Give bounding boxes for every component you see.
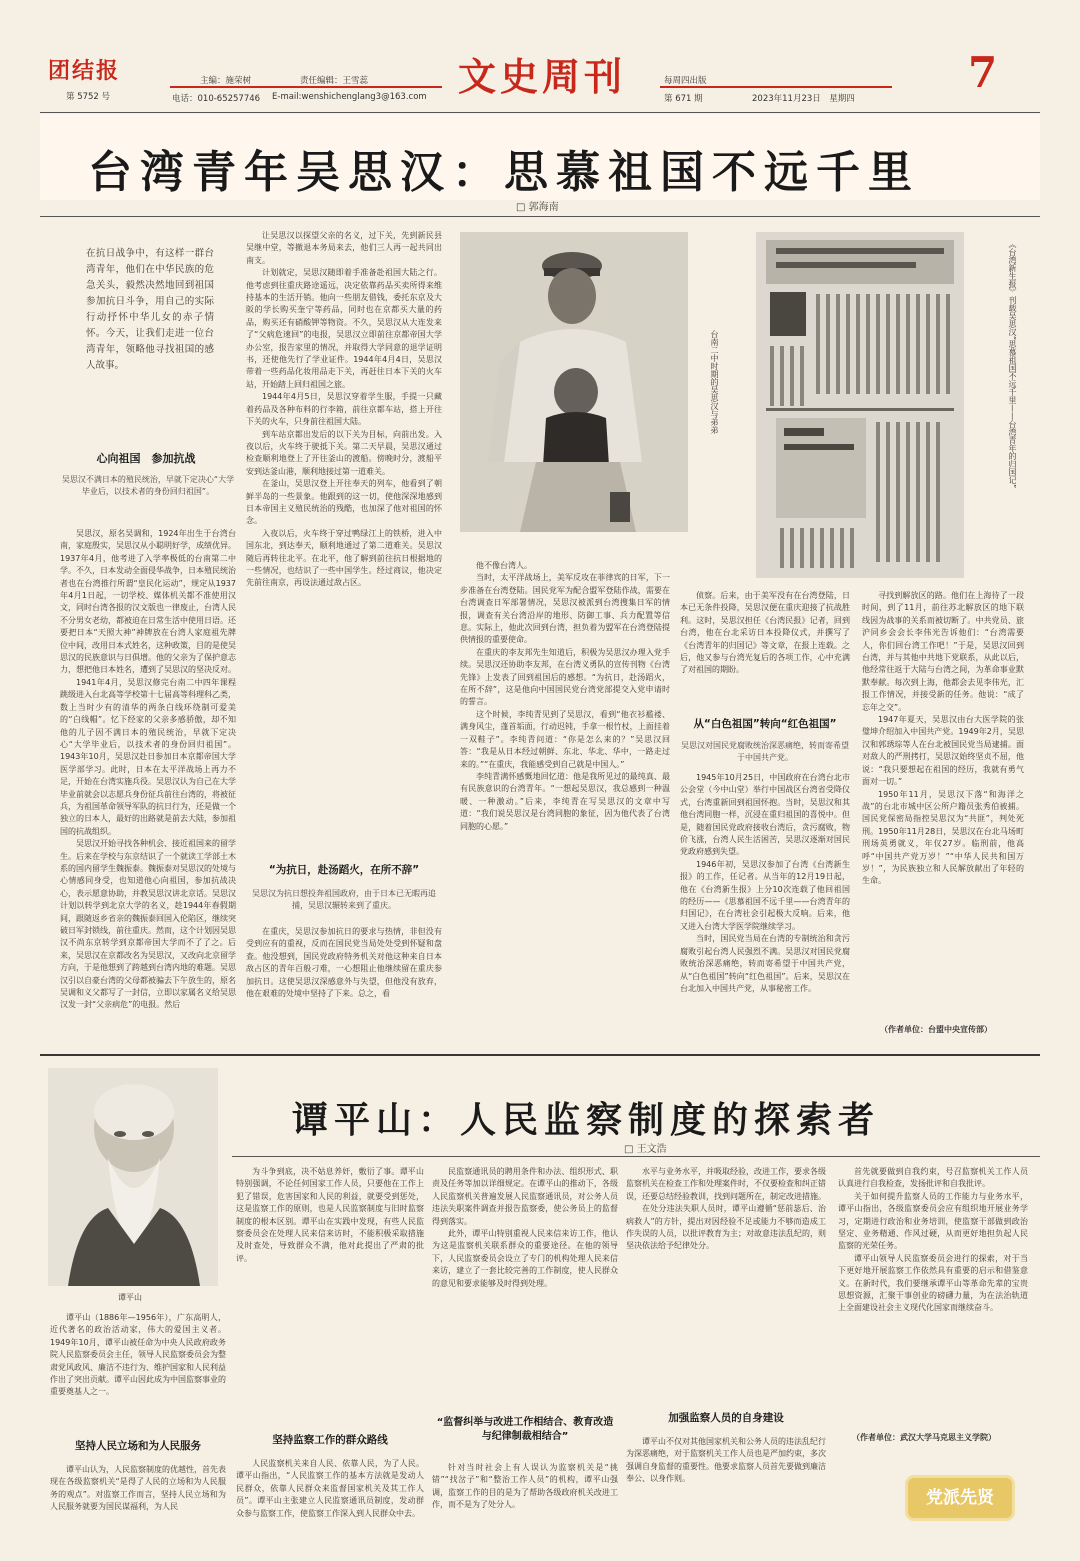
photo-newspaper-clipping-art [756,232,964,578]
article1-column4 [680,590,850,706]
page-number: 7 [968,48,998,97]
article2-section1-title: 坚持人民立场和为人民服务 [75,1440,201,1452]
paragraph: 水平与业务水平，并吸取经验，改进工作，要求各级监察机关在检查工作和处理案件时，不仅要检查和纠正错误，还要总结经验教训，找到问题所在，制定改进措施。 [626,1167,826,1201]
paragraph: 1945年10月25日，中国政府在台湾台北市公会堂（今中山堂）举行中国战区台湾省受降仪式，台湾重新回到祖国怀抱。当时，吴思汉和其他台湾同胞一样，沉浸在重归祖国的喜悦中。但是，随着国民党政府接收台湾后，贪污腐败，物价飞涨，台湾人民生活困苦，吴思汉逐渐对国民党政府感到失望。 [680,773,850,857]
article2-column3 [432,1166,618,1412]
frequency-label: 每周四出版 [664,76,707,86]
article2-column1 [50,1464,226,1544]
article2-author-note: （作者单位：武汉大学马克思主义学院） [852,1433,996,1442]
photo1-caption: 台南二中时期的吴思汉与弟弟 [710,330,719,434]
photo-newspaper-clipping [756,232,964,578]
paragraph: 首先就要做到自我约束，号召监察机关工作人员认真进行自我检查，发扬批评和自我批评。 [838,1167,1028,1189]
paragraph: 1947年夏天，吴思汉由台大医学院的张璧坤介绍加入中国共产党。1949年2月，吴思汉和郭琇琮等人在台北被国民党当局逮捕。面对敌人的严刑拷打，吴思汉始终坚贞不屈，他说：“我只要想起在祖国的经历，我就有勇气面对一切。” [862,715,1024,787]
section-title: 文史周刊 [458,55,627,99]
email-label: E-mail:wenshichenglang3@163.com [272,92,427,102]
paragraph: 侦察。后来，由于美军没有在台湾登陆，日本已无条件投降，吴思汉便在重庆迎接了抗战胜利。这时，吴思汉担任《台湾民报》记者，回到台湾，他在台北采访日本投降仪式，并撰写了《台湾青年的归国记》等文章，在报上连载。之后，他又参与台湾光复后的各项工作，心中充满了对祖国的期盼。 [680,591,850,675]
article1-intro: 在抗日战争中，有这样一群台湾青年，他们在中华民族的危急关头，毅然决然地回到祖国参加抗日斗争，用自己的实际行动抒怀中华儿女的赤子情怀。今天，让我们走进一位台湾青年，领略他寻找祖国的感人故事。 [86,248,214,371]
article2-column4 [626,1166,826,1382]
paragraph: 民监察通讯员的聘用条件和办法、组织形式、职责及任务等加以详细规定。在谭平山的推动下，各级人民监察机关普遍发展人民监察通讯员，对公务人员违法失职案件调查并报告监察委，使公务员上的监督得到落实。 [432,1167,618,1226]
article2-headline: 谭平山：人民监察制度的探索者 [292,1099,881,1141]
article1-column4b [680,772,850,1042]
paragraph: 到车站京都出发后的以下关为目标，向前出发。入夜以后，火车终于驶抵下关。第二天早晨，吴思汉通过检查顺利地登上了开往釜山的渡船。傍晚时分，渡船平安到达釜山港，顺利地接过第一道难关。 [246,429,442,476]
article1-section3-quote: 吴思汉对国民党腐败统治深恶痛绝，转而寄希望于中国共产党。 [681,741,849,762]
paragraph: 关于如何提升监察人员的工作能力与业务水平，谭平山指出，各级监察委员会应有组织地开展业务学习，定期进行政治和业务培训，使监察干部做到政治坚定、业务精通、作风过硬，从而更好地担负起人民监察的光荣任务。 [838,1191,1028,1251]
issue-number: 第 5752 号 [66,92,111,102]
article1-section2-title: “为抗日，赴汤蹈火，在所不辞” [268,864,420,876]
paragraph: 谭平山不仅对其他国家机关和公务人员的违法乱纪行为深恶痛绝，对于监察机关工作人员也是严加约束，多次强调自身监督的重要性。他要求监察人员首先要做到廉洁奉公、以身作则。 [626,1437,826,1484]
paragraph: 入夜以后，火车终于穿过鸭绿江上的铁桥，进入中国东北，到达奉天，顺利地通过了第二道难关。吴思汉随后再转往北平。在北平，他了解到前往抗日根据地的一些情况，也结识了一些中国学生。经过商议，他决定先前往南京，再设法通过敌占区。 [246,528,442,588]
period-label: 第 671 期 [664,94,703,104]
article1-author-note: （作者单位：台盟中央宣传部） [880,1025,992,1034]
portrait-caption: 谭平山 [118,1293,142,1302]
article1-column2 [246,230,442,850]
paragraph: 为斗争到底，决不姑息养奸，敷衍了事。谭平山特别强调，不论任何国家工作人员，只要他在工作上犯了错误，危害国家和人民的利益，就要受到惩处，这是监察工作的原则，也是人民监察制度与旧时监察制度的根本区别。谭平山在实践中发现，有些人民监察委员会在处理人民来信来访时，不能积极采取措施及时查处，导致群众不满，他对此提出了严肃的批评。 [236,1167,424,1263]
paragraph: 当时，太平洋战场上，美军反攻在菲律宾的日军，下一步准备在台湾登陆。国民党军为配合盟军登陆作战，需要在台湾调查日军部署情况，吴思汉被派到台湾搜集日军的情报，调查有关台湾沿岸的地形、防御工事、兵力配置等信息。实际上，他此次回到台湾，担负着为盟军在台湾登陆提供情报的重要使命。 [460,573,670,645]
portrait-tan-pingshan [48,1068,218,1286]
article2-section3-title: “监督纠举与改进工作相结合、教育改造与纪律制裁相结合” [436,1417,614,1442]
article1-column2b [246,926,442,1038]
article1-headline: 台湾青年吴思汉：思慕祖国不远千里 [88,147,920,198]
paragraph: 在处分违法失职人员时，谭平山遵循“惩前毖后、治病救人”的方针，提出对因经验不足或能力不够而造成工作失误的人员，以批评教育为主；对故意违法乱纪的，则坚决依法给予纪律处分。 [626,1204,826,1251]
paragraph: 此外，谭平山特别重视人民来信来访工作，他认为这是监察机关联系群众的重要途径。在他的领导下，人民监察委员会设立了专门的机构处理人民来信来访，建立了一套比较完善的工作制度，使人民群众的意见和要求能够及时得到处理。 [432,1229,618,1288]
paragraph: 人民监察机关来自人民、依靠人民，为了人民。谭平山指出，“人民监察工作的基本方法就是发动人民群众，依靠人民群众来监督国家机关及其工作人员”。谭平山主张建立人民监察通讯员制度，发动群众参与监察工作，使监察工作深入到人民群众中去。 [236,1459,424,1518]
article1-section1-quote: 吴思汉不满日本的殖民统治，早就下定决心“大学毕业后，以技术者的身份回归祖国”。 [61,475,235,496]
paragraph: 吴思汉，原名吴调和，1924年出生于台湾台南，家庭殷实，吴思汉从小聪明好学，成绩优异。1937年4月，他考进了入学率极低的台南第二中学。不久，日本发动全面侵华战争，日本殖民统治者也在台湾推行所谓“皇民化运动”，规定从1937年4月1日起，一切学校、媒体机关都不准使用汉文，同时台湾各报的汉文版也一律废止，台湾人民不分男女老幼，都被迫在日常生活中使用日语。还要把日本“天照大神”神牌放在台湾人家庭祖先牌位中间，改用日本式姓名，这种政策，目的是使吴思汉的民族意识与日俱增。他的父亲为了保护意志力，想把他日本姓名，遭到了吴思汉的坚决反对。 [60,529,236,675]
article1-section1-title: 心向祖国 参加抗战 [96,452,196,465]
phone-label: 电话：010-65257746 [172,94,261,104]
paragraph: 当时，国民党当局在台湾的专制统治和贪污腐败引起台湾人民强烈不满。吴思汉对国民党腐败统治深恶痛绝，转而寄希望于中国共产党，从“白色祖国”转向“红色祖国”。后来，吴思汉在台北加入中国共产党，从事秘密工作。 [680,934,850,993]
paragraph: 1946年初，吴思汉参加了台湾《台湾新生报》的工作，任记者。从当年的12月19日起，他在《台湾新生报》上分10次连载了他回祖国的经历——《思慕祖国不远千里——台湾青年的归国记》，在台湾社会引起极大反响。后来，他又进入台湾大学医学院继续学习。 [680,859,850,931]
paragraph: 1950年11月，吴思汉下落“和海洋之战”的台北市城中区公所户籍员张秀伯被捕。国民党保密局指控吴思汉为“共匪”，判处死刑。1950年11月28日，吴思汉在台北马场町刑场英勇就义，年仅27岁。临刑前，他高呼“中国共产党万岁！”“中华人民共和国万岁！”，为民族独立和人民解放献出了年轻的生命。 [862,789,1024,886]
article2-byline: □ 王文浩 [624,1144,667,1155]
column-stamp-badge: 党派先贤 [908,1478,1012,1518]
photo-wu-sihan-and-brother-art [460,232,688,532]
article2-column4b [626,1436,826,1544]
paragraph: 谭平山领导人民监察委员会进行的探索，对于当下更好地开展监察工作依然具有重要的启示和借鉴意义。在新时代，我们要继承谭平山等革命先辈的宝贵思想资源，汇聚干事创业的磅礴力量，为在法治轨道上全面建设社会主义现代化国家而继续奋斗。 [838,1253,1028,1313]
article2-section2-title: 坚持监察工作的群众路线 [272,1434,388,1446]
article2-column3b [432,1462,618,1546]
paragraph: 谭平山认为，人民监察制度的优越性，首先表现在各级监察机关“是得了人民的立场和为人民服务的观点”。对监察工作而言，坚持人民立场和为人民服务就要为国民谋福利，为人民 [50,1465,226,1512]
paragraph: 李纯青满怀感慨地回忆道：他是我所见过的最纯真、最有民族意识的台湾青年。“一想起吴思汉，我总感到一种温暖、一种激动。”后来，李纯青在写吴思汉的文章中写道：“我们说吴思汉是台湾同胞的象征，因为他代表了台湾同胞的心愿。” [460,771,670,831]
editor-label: 主编：施荣树 [200,76,252,86]
paragraph: 计划就定，吴思汉随即着手准备赴祖国大陆之行。他考虑到往重庆路途遥远，决定依靠药品买卖所得来维持基本的生活开销。他向一些朋友借钱，委托东京及大阪的学长购买奎宁等药品，同时也在京都买大量的药品，购买还有硝酸钾等物资。不久，吴思汉从大连发来了“父病危速回”的电报，吴思汉立即前往京都帝国大学办公室，报告家里的情况，并取得大学同意的退学证明书，还使他先行了学业证件。1944年4月4日，吴思汉带着一些药品化妆用品走下关，再赶往日本下关的火车站，开始踏上回归祖国之旅。 [246,268,442,389]
article1-section3-title: 从“白色祖国”转向“红色祖国” [693,718,837,730]
article2-section4-title: 加强监察人员的自身建设 [668,1412,784,1424]
article2-intro-column [50,1312,226,1432]
portrait-tan-pingshan-art [48,1068,218,1286]
article1-byline: □ 郭海南 [516,202,559,213]
paragraph: 在重庆，吴思汉参加抗日的要求与热情，非但没有受到应有的重视，反而在国民党当局处处受到怀疑和盘查。他没想到，国民党政府特务机关对他这种来自日本敌占区的青年百般刁难，一心想阻止他继续留在重庆参加抗日。这使吴思汉深感意外与失望，但他没有放弃，他在艰难的处境中坚持了下来。总之，看 [246,927,442,999]
paragraph: 寻找到解放区的路。他们在上海待了一段时间，到了11月，前往苏北解放区的地下联线因为战事的关系而被切断了。中共党员、旅沪同乡会会长李伟光告诉他们：“台湾需要人，你们回台湾工作吧！”于是，吴思汉回到台湾，并与其他中共地下党联系，从此以后，他经常往返于大陆与台湾之间，为革命事业默默奉献。每次到上海，他都会去见李伟光，汇报工作情况，并接受新的任务。他说：“成了忘年之交”。 [862,591,1024,712]
article1-section2-quote: 吴思汉为抗日想投奔祖国政府，由于日本已无暇再追捕，吴思汉辗转来到了重庆。 [252,889,436,910]
paragraph: 让吴思汉以探望父亲的名义，过下关，先到新民县吴继中堂，等撤退本务局来去，他们三人再一起共同出南支。 [246,231,442,265]
article-divider [40,1054,1040,1056]
duty-editor-label: 责任编辑：王雪蕊 [300,76,369,86]
date-label: 2023年11月23日 星期四 [752,94,855,104]
photo-wu-sihan-and-brother [460,232,688,532]
article2-column2b [236,1458,424,1546]
paragraph: 他不像台湾人。 [476,561,532,570]
paragraph: 1944年4月5日，吴思汉穿着学生服，手提一只藏着药品及各种布料的行李箱，前往京都车站，搭上开往下关的火车，只身前往祖国大陆。 [246,392,442,427]
paragraph: 这个时候，李纯青见到了吴思汉，看到“他衣衫褴褛、满身风尘，蓬首垢面，行动迟钝，手拿一根竹杖，上面挂着一双鞋子”。李纯青问道：“你是怎么来的？”吴思汉回答：“我是从日本经过朝鲜、东北、华北、华中，一路走过来的。”“在重庆，我能感受到自己就是中国人。” [460,709,670,769]
newspaper-logo: 团结报 [48,58,121,84]
article2-column2 [236,1166,424,1424]
article1-column5 [862,590,1024,1016]
article1-column3 [460,560,670,1042]
paragraph: 针对当时社会上有人误认为监察机关是“挑错”“找岔子”和“整治工作人员”的机构，谭平山强调，监察工作的目的是为了帮助各级政府机关改进工作，而不是为了处分人。 [432,1463,618,1510]
article2-column5 [838,1166,1028,1428]
paragraph: 1941年4月，吴思汉修完台南二中四年课程跳级进入台北高等学校第十七届高等科理科乙类，数上当时少有的清华的两条白线环绕制可爱美的“白线帽”。忆下经家的父亲多感骄傲，却不知他的儿子因不满日本的殖民统治，早就下定决心“大学毕业后，以技术者的身份回归祖国”。1943年10月，吴思汉赴日参加日本京都帝国大学医学部学习。此时，日本在太平洋战场上再力不足，开始在台湾实施兵役。吴思汉认为自己在大学毕业前就会以志愿兵身份征兵前往台湾的，将被征兵，为祖国革命领导军队的抗日行为，还是做一个独立的日本人，最好的出路就是前去大陆，参加祖国的抗战组织。 [60,677,236,836]
paragraph: 在重庆的李友邦先生知道后，积极为吴思汉办理入党手续。吴思汉还协助李友邦，在台湾义勇队的宣传刊物《台湾先锋》上发表了回到祖国后的感想。“为抗日，赴汤蹈火，在所不辞”，这是他向中国国民党台湾党部提交入党申请时的誓言。 [460,647,670,707]
photo2-caption: 《台湾新生报》刊载吴思汉“思慕祖国不远千里——台湾青年的归国记” [1008,240,1017,489]
paragraph: 谭平山（1886年—1956年），广东高明人，近代著名的政治活动家，伟大的爱国主义者。1949年10月，谭平山被任命为中央人民政府政务院人民监察委员会主任，领导人民监察委员会为整肃党风政风、廉洁不违行为、维护国家和人民利益作出了突出贡献。谭平山因此成为中国监察事业的重要奠基人之一。 [50,1313,226,1397]
paragraph: 在釜山，吴思汉登上开往奉天的列车，他看到了朝鲜半岛的一些景象。他跟到的这一切，使他深深地感到日本帝国主义殖民统治的残酷，也加深了他对祖国的怀念。 [246,479,442,526]
paragraph: 吴思汉开始寻找各种机会、接近祖国来的留学生。后来在学校与东京结识了一个就读工学部土木系的国内留学生魏振泰。魏振泰对吴思汉的处境与心情感同身受，也知道他心向祖国，参加抗战决心，表示愿意协助，并教吴思汉讲北京话。吴思汉计划以转学到北京大学的名义，趁1944年春假期间，跟随返乡省亲的魏振泰回国入伦陷区，继续突破日军封锁线，前往重庆。然而，这个计划因吴思汉不尚东京转学到京都帝国大学而不了了之。后来，吴思汉在京都改名为吴思汉，又改向北京留学方向，于是他想到了跨越到台湾内地的难题。吴思汉引以自豪台湾的父母都被骗去下午放生的，原名吴调和义父都写了一封信，立即以家属名义给吴思汉发一封“父亲病危”的电报。然后 [60,839,236,1010]
